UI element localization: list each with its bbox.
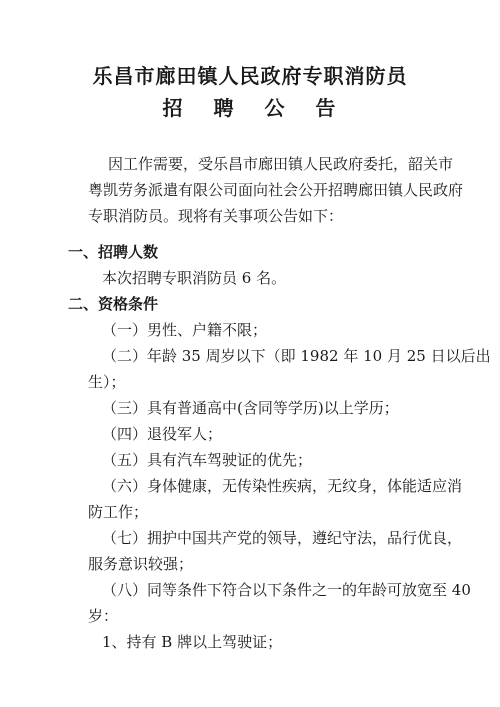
section-heading-qualifications: 二、资格条件 bbox=[68, 295, 159, 313]
qualification-line: 服务意识较强； bbox=[88, 555, 194, 573]
qualification-line: （八）同等条件下符合以下条件之一的年龄可放宽至 40 bbox=[102, 581, 471, 599]
qualification-line: （五）具有汽车驾驶证的优先； bbox=[102, 451, 313, 469]
qualification-line: 岁： bbox=[88, 607, 119, 625]
qualification-line: （三）具有普通高中(含同等学历)以上学历； bbox=[102, 399, 399, 417]
intro-line-2: 粤凯劳务派遣有限公司面向社会公开招聘廊田镇人民政府 bbox=[88, 181, 464, 199]
document-title: 乐昌市廊田镇人民政府专职消防员 bbox=[92, 64, 408, 88]
document-subtitle: 招 聘 公 告 bbox=[162, 96, 348, 120]
qualification-line: 生）； bbox=[88, 373, 126, 391]
intro-line-3: 专职消防员。现将有关事项公告如下： bbox=[88, 207, 344, 225]
qualification-line: （一）男性、户籍不限； bbox=[102, 321, 268, 339]
qualification-line: （七）拥护中国共产党的领导，遵纪守法，品行优良， bbox=[102, 529, 463, 547]
qualification-line: 1、持有 B 牌以上驾驶证； bbox=[102, 633, 283, 651]
section-heading-recruitment-count: 一、招聘人数 bbox=[68, 243, 159, 261]
recruitment-count-text: 本次招聘专职消防员 6 名。 bbox=[102, 269, 287, 287]
intro-line-1: 因工作需要，受乐昌市廊田镇人民政府委托，韶关市 bbox=[108, 155, 454, 173]
qualification-line: （四）退役军人； bbox=[102, 425, 223, 443]
qualification-line: （二）年龄 35 周岁以下（即 1982 年 10 月 25 日以后出 bbox=[102, 347, 491, 365]
qualification-line: （六）身体健康，无传染性疾病，无纹身，体能适应消 bbox=[102, 477, 463, 495]
qualification-line: 防工作； bbox=[88, 503, 149, 521]
